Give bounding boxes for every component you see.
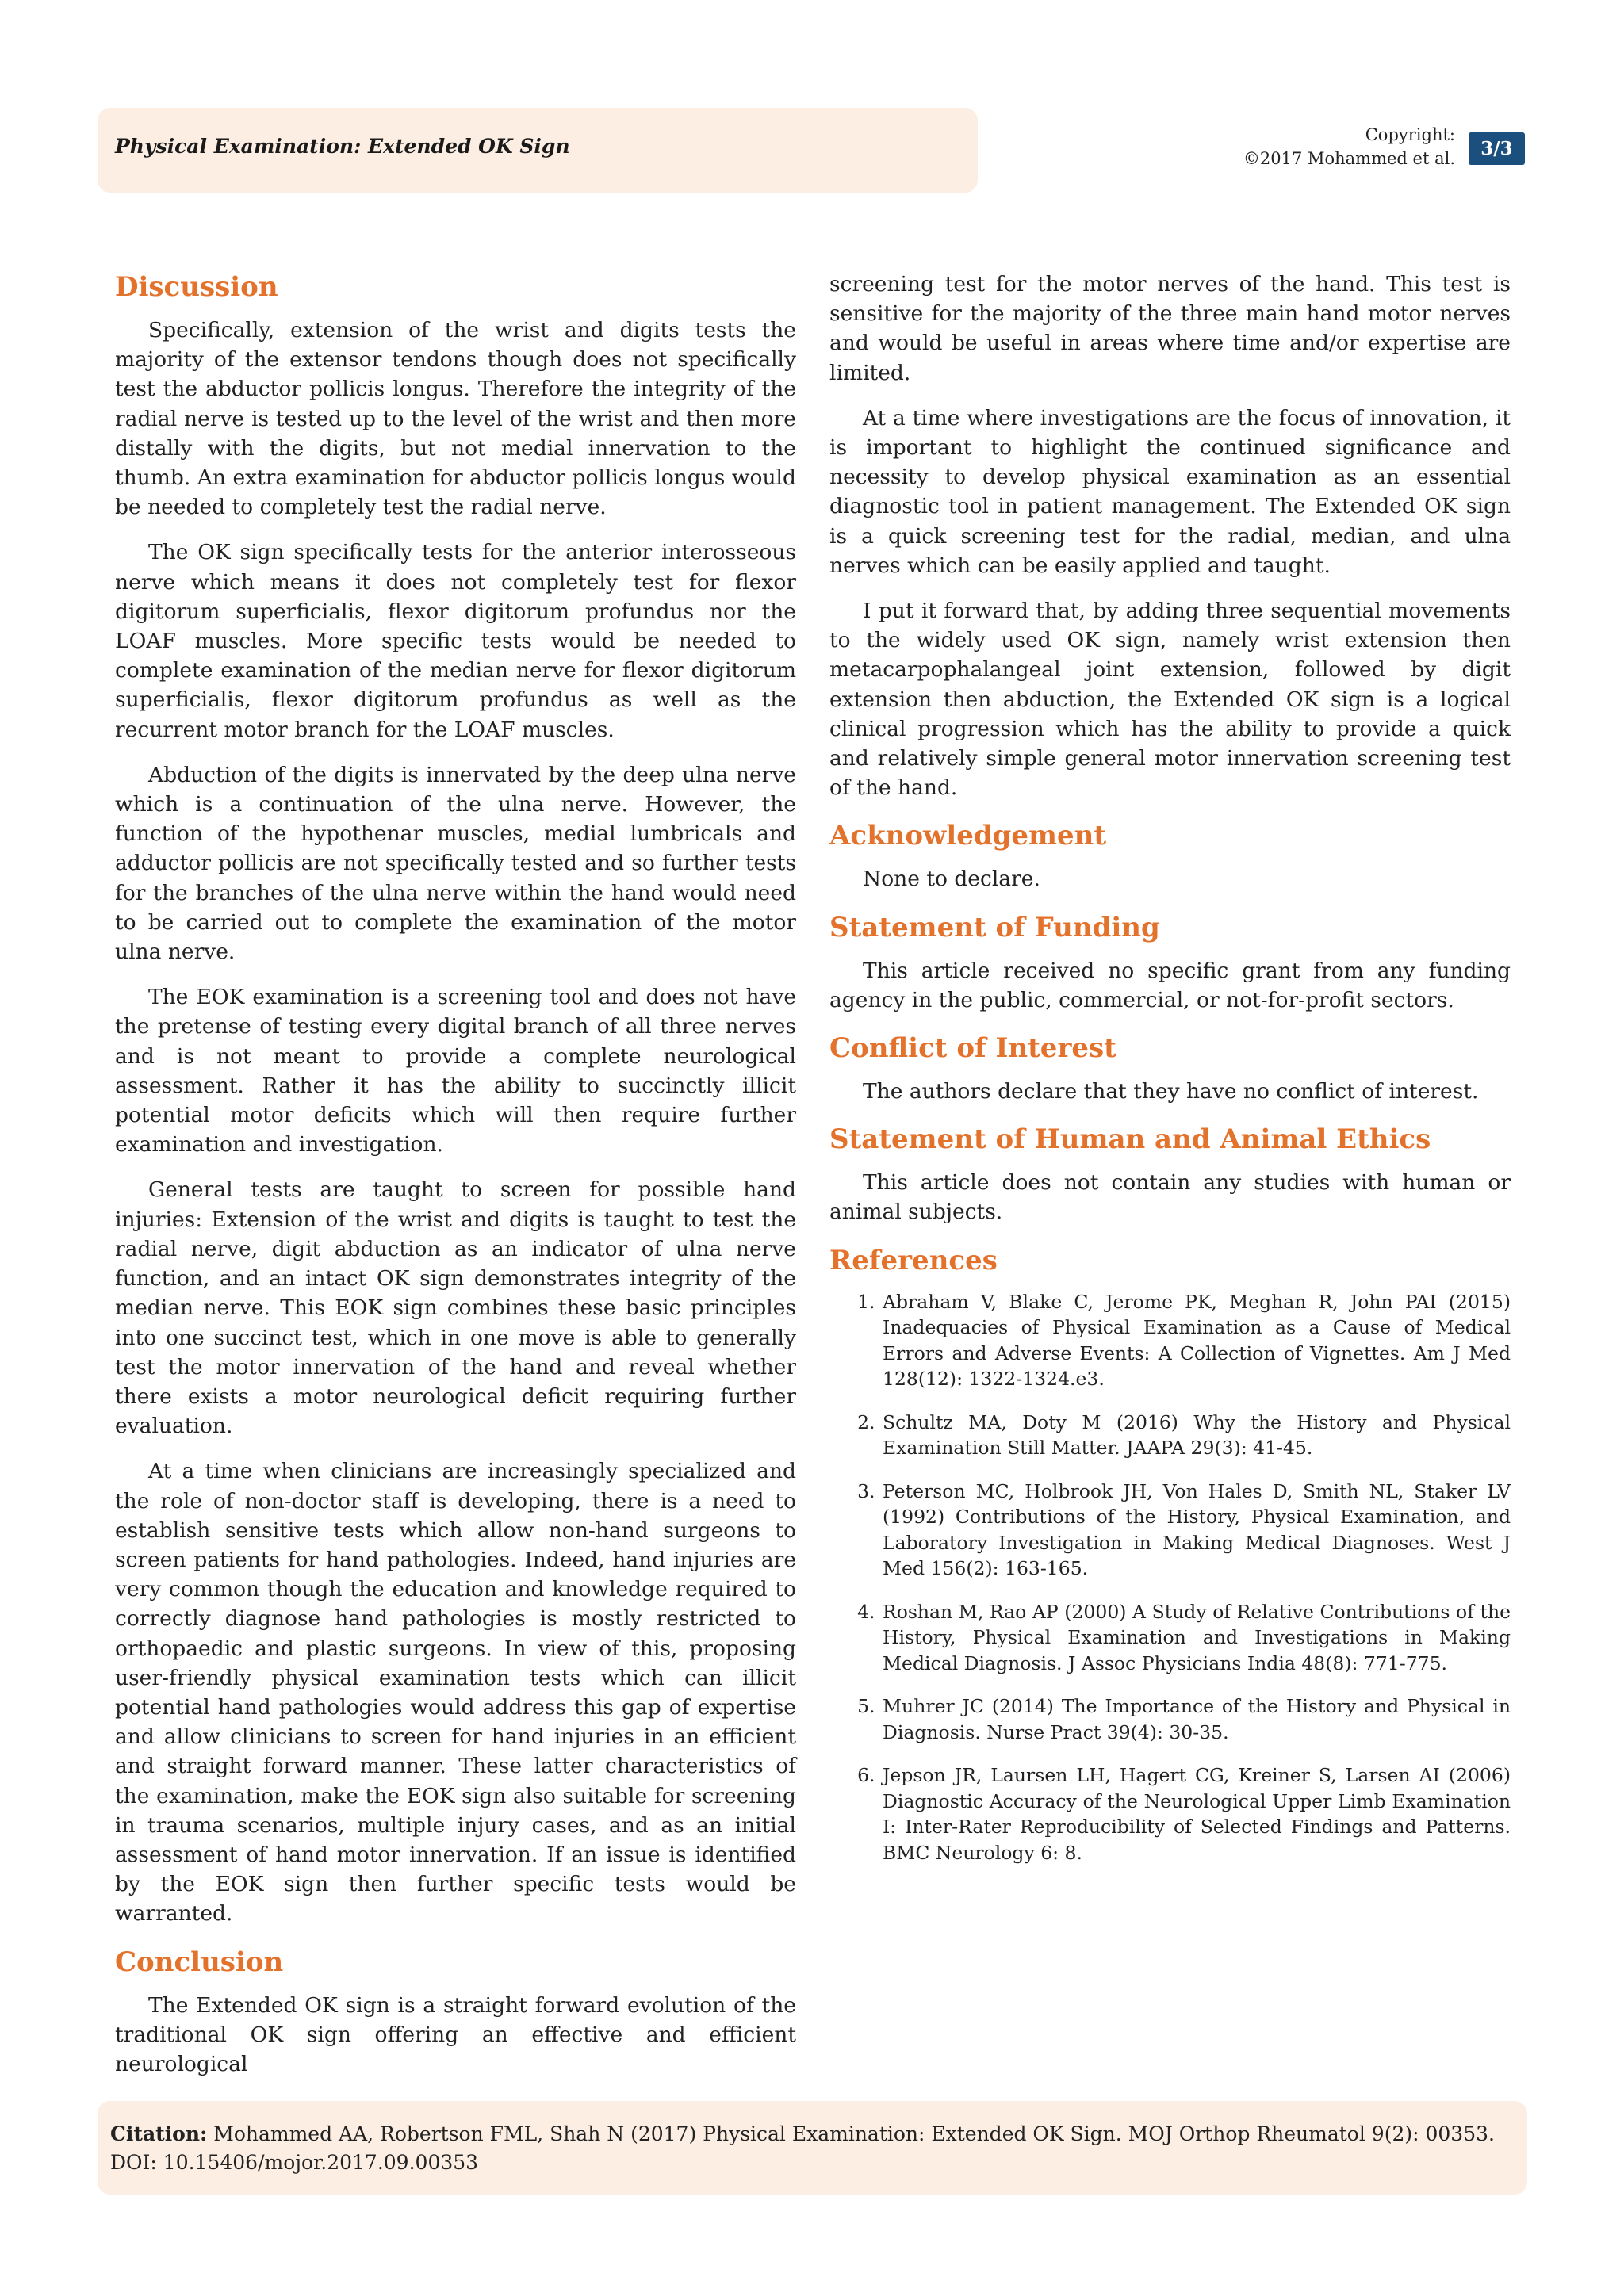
discussion-paragraph: Abduction of the digits is innervated by the deep ulna nerve which is a continuation of the ulna nerve. However, the function of the hypothenar muscles, medial lumbricals and adductor pollicis are not specifically tested and so further tests for the branches of the ulna nerve within the hand would need to be carried out to complete the examination of the motor ulna nerve. — [115, 762, 796, 965]
reference-item: 3. Peterson MC, Holbrook JH, Von Hales D, Smith NL, Staker LV (1992) Contributions of the History, Physical Examination, and Laboratory Investigation in Making Medical Diagnoses. West J Med 156(2): 163-165. — [881, 1479, 1511, 1582]
reference-item: 6. Jepson JR, Laursen LH, Hagert CG, Kreiner S, Larsen AI (2006) Diagnostic Accuracy of the Neurological Upper Limb Examination I: Inter-Rater Reproducibility of Selected Findings and Patterns. BMC Neurology 6: 8. — [881, 1762, 1511, 1866]
citation-block — [110, 2120, 1522, 2177]
reference-item: 2. Schultz MA, Doty M (2016) Why the History and Physical Examination Still Matter. JAAPA 29(3): 41-45. — [881, 1410, 1511, 1461]
reference-item: 5. Muhrer JC (2014) The Importance of the History and Physical in Diagnosis. Nurse Pract 39(4): 30-35. — [881, 1693, 1511, 1745]
conflict-text: The authors declare that they have no conflict of interest. — [863, 1079, 1479, 1104]
conclusion-paragraph: At a time where investigations are the focus of innovation, it is important to highlight the continued significance and necessity to develop physical examination as an essential diagnostic tool in patient management. The Extended OK sign is a quick screening test for the radial, median, and ulna nerves which can be easily applied and taught. — [829, 405, 1511, 578]
conclusion-paragraph: I put it forward that, by adding three sequential movements to the widely used OK sign, namely wrist extension then metacarpophalangeal joint extension, followed by digit extension then abduction, the Extended OK sign is a logical clinical progression which has the ability to provide a quick and relatively simple general motor innervation screening test of the hand. — [829, 599, 1511, 801]
discussion-heading: Discussion — [115, 271, 278, 303]
conclusion-heading: Conclusion — [115, 1946, 284, 1978]
discussion-paragraph: The OK sign specifically tests for the anterior interosseous nerve which means it does not completely test for flexor digitorum superficialis, flexor digitorum profundus nor the LOAF muscles. More specific tests would be needed to complete examination of the median nerve for flexor digitorum superficialis, flexor digitorum profundus as well as the recurrent motor branch for the LOAF muscles. — [115, 540, 796, 742]
copyright-block — [1243, 123, 1455, 170]
page-number-badge: 3/3 — [1469, 132, 1525, 165]
copyright-label: Copyright: — [1365, 125, 1455, 144]
acknowledgement-text: None to declare. — [863, 867, 1040, 892]
conclusion-paragraph-continued: screening test for the motor nerves of the hand. This test is sensitive for the majority of the three main hand motor nerves and would be useful in areas where time and/or expertise are limited. — [829, 272, 1511, 385]
ethics-text: This article does not contain any studies with human or animal subjects. — [829, 1170, 1511, 1225]
funding-text: This article received no specific grant from any funding agency in the public, commercial, or not-for-profit sectors. — [829, 958, 1511, 1012]
references-heading: References — [829, 1244, 998, 1276]
citation-doi: DOI: 10.15406/mojor.2017.09.00353 — [110, 2151, 479, 2174]
reference-list — [829, 1289, 1511, 1866]
acknowledgement-heading: Acknowledgement — [829, 820, 1107, 852]
reference-item: 4. Roshan M, Rao AP (2000) A Study of Relative Contributions of the History, Physical Examination and Investigations in Making Medical Diagnosis. J Assoc Physicians India 48(8): 771-775. — [881, 1599, 1511, 1677]
citation-text: Mohammed AA, Robertson FML, Shah N (2017) Physical Examination: Extended OK Sign. MOJ Orthop Rheumatol 9(2): 00353. — [213, 2122, 1495, 2145]
conflict-heading: Conflict of Interest — [829, 1032, 1116, 1065]
right-column — [829, 270, 1511, 1883]
ethics-heading: Statement of Human and Animal Ethics — [829, 1123, 1431, 1156]
running-title: Physical Examination: Extended OK Sign — [115, 135, 570, 158]
reference-item: 1. Abraham V, Blake C, Jerome PK, Meghan R, John PAI (2015) Inadequacies of Physical Examination as a Cause of Medical Errors and Adverse Events: A Collection of Vignettes. Am J Med 128(12): 1322-1324.e3. — [881, 1289, 1511, 1392]
discussion-paragraph: At a time when clinicians are increasingly specialized and the role of non-doctor staff is developing, there is a need to establish sensitive tests which allow non-hand surgeons to screen patients for hand pathologies. Indeed, hand injuries are very common though the education and knowledge required to correctly diagnose hand pathologies is mostly restricted to orthopaedic and plastic surgeons. In view of this, proposing user-friendly physical examination tests which can illicit potential hand pathologies would address this gap of expertise and allow clinicians to screen for hand injuries in an efficient and straight forward manner. These latter characteristics of the examination, make the EOK sign also suitable for screening in trauma scenarios, multiple injury cases, and as an initial assessment of hand motor innervation. If an issue is identified by the EOK sign then further specific tests would be warranted. — [115, 1459, 796, 1927]
discussion-paragraph: Specifically, extension of the wrist and digits tests the majority of the extensor tendons though does not specifically test the abductor pollicis longus. Therefore the integrity of the radial nerve is tested up to the level of the wrist and then more distally with the digits, but not medial innervation to the thumb. An extra examination for abductor pollicis longus would be needed to completely test the radial nerve. — [115, 318, 796, 520]
funding-heading: Statement of Funding — [829, 911, 1160, 943]
citation-label: Citation: — [110, 2122, 208, 2145]
conclusion-paragraph: The Extended OK sign is a straight forward evolution of the traditional OK sign offering an effective and efficient neurological — [115, 1992, 796, 2076]
discussion-paragraph: General tests are taught to screen for possible hand injuries: Extension of the wrist and digits is taught to test the radial nerve, digit abduction as an indicator of ulna nerve function, and an intact OK sign demonstrates integrity of the median nerve. This EOK sign combines these basic principles into one succinct test, which in one move is able to generally test the motor innervation of the hand and reveal whether there exists a motor neurological deficit requiring further evaluation. — [115, 1177, 796, 1439]
left-column — [115, 270, 796, 2095]
copyright-holder: ©2017 Mohammed et al. — [1243, 149, 1455, 168]
discussion-paragraph: The EOK examination is a screening tool and does not have the pretense of testing every digital branch of all three nerves and is not meant to provide a complete neurological assessment. Rather it has the ability to succinctly illicit potential motor deficits which will then require further examination and investigation. — [115, 985, 796, 1158]
